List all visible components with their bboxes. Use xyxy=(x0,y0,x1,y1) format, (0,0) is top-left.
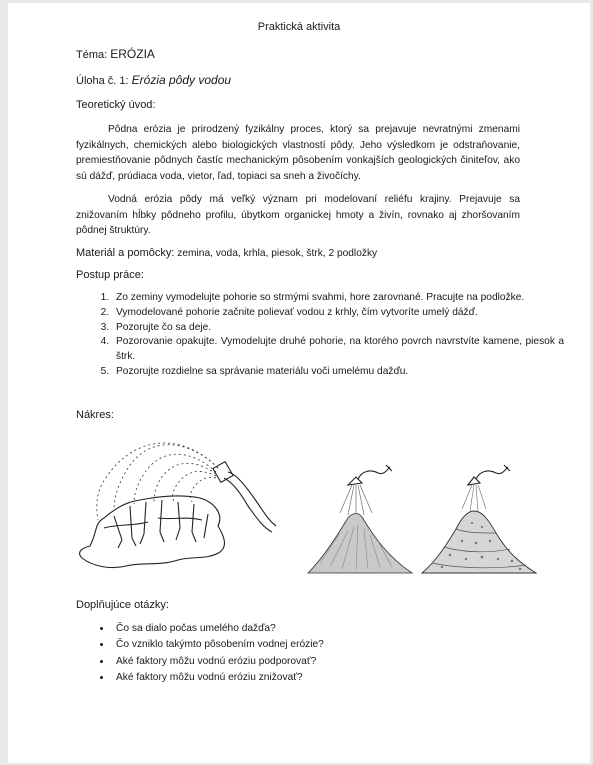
page-title: Praktická aktivita xyxy=(257,21,341,33)
questions-heading: Doplňujúce otázky: xyxy=(76,599,169,611)
step-item: 3. Pozorujte čo sa deje. xyxy=(112,321,564,336)
task-label: Úloha č. 1: xyxy=(76,75,129,87)
theory-paragraph-1: Pôdna erózia je prirodzený fyzikálny proces, ktorý sa prejavuje nevratnými zmenami fyzikálnych, chemických alebo biologických vlastností pôdy. Jeho výsledkom je odstraňovanie, premiestňovanie pôdnych častíc mechanickým pôsobením vonkajších geologických činiteľov, ako sú dážď, prúdiaca voda, vietor, ľad, topiaci sa sneh a živočíchy. xyxy=(76,124,520,182)
materials-line xyxy=(76,247,377,259)
procedure-heading: Postup práce: xyxy=(76,269,144,281)
materials-value: zemina, voda, krhla, piesok, štrk, 2 podložky xyxy=(174,248,378,259)
sand-cone-illustration xyxy=(300,463,420,583)
question-item: • Čo sa dialo počas umelého dažďa? xyxy=(112,621,512,637)
step-item: 1. Zo zeminy vymodelujte pohorie so strmými svahmi, hore zarovnané. Pracujte na podložke. xyxy=(112,291,564,306)
topic-value: ERÓZIA xyxy=(110,47,155,61)
theory-paragraph-2: Vodná erózia pôdy má veľký význam pri modelovaní reliéfu krajiny. Prejavuje sa znižovaním hĺbky pôdneho profilu, úbytkom organickej hmoty a živín, rovnako aj zhoršovaním pôdnej štruktúry. xyxy=(76,194,520,236)
question-item: • Aké faktory môžu vodnú eróziu znižovať? xyxy=(112,670,512,686)
topic-label: Téma: xyxy=(76,49,108,61)
question-item: • Aké faktory môžu vodnú eróziu podporovať? xyxy=(112,654,512,670)
questions-list xyxy=(76,621,512,687)
layered-mound-illustration xyxy=(416,463,541,583)
materials-label: Materiál a pomôcky: xyxy=(76,247,175,259)
document-page xyxy=(8,3,590,763)
topic-line xyxy=(76,47,155,61)
step-item: 4. Pozorovanie opakujte. Vymodelujte druhé pohorie, na ktorého povrch navrstvíte kamene, piesok a štrk. xyxy=(112,335,564,365)
theory-heading: Teoretický úvod: xyxy=(76,99,156,111)
eroded-mound-illustration xyxy=(68,428,283,578)
step-item: 2. Vymodelované pohorie začnite polievať vodou z krhly, čím vytvoríte umelý dážď. xyxy=(112,306,564,321)
procedure-steps xyxy=(76,291,564,380)
question-item: • Čo vzniklo takýmto pôsobením vodnej erózie? xyxy=(112,637,512,653)
task-line xyxy=(76,73,231,87)
drawing-heading: Nákres: xyxy=(76,409,114,421)
step-item: 5. Pozorujte rozdielne sa správanie materiálu voči umelému dažďu. xyxy=(112,365,564,380)
task-value: Erózia pôdy vodou xyxy=(131,73,232,87)
